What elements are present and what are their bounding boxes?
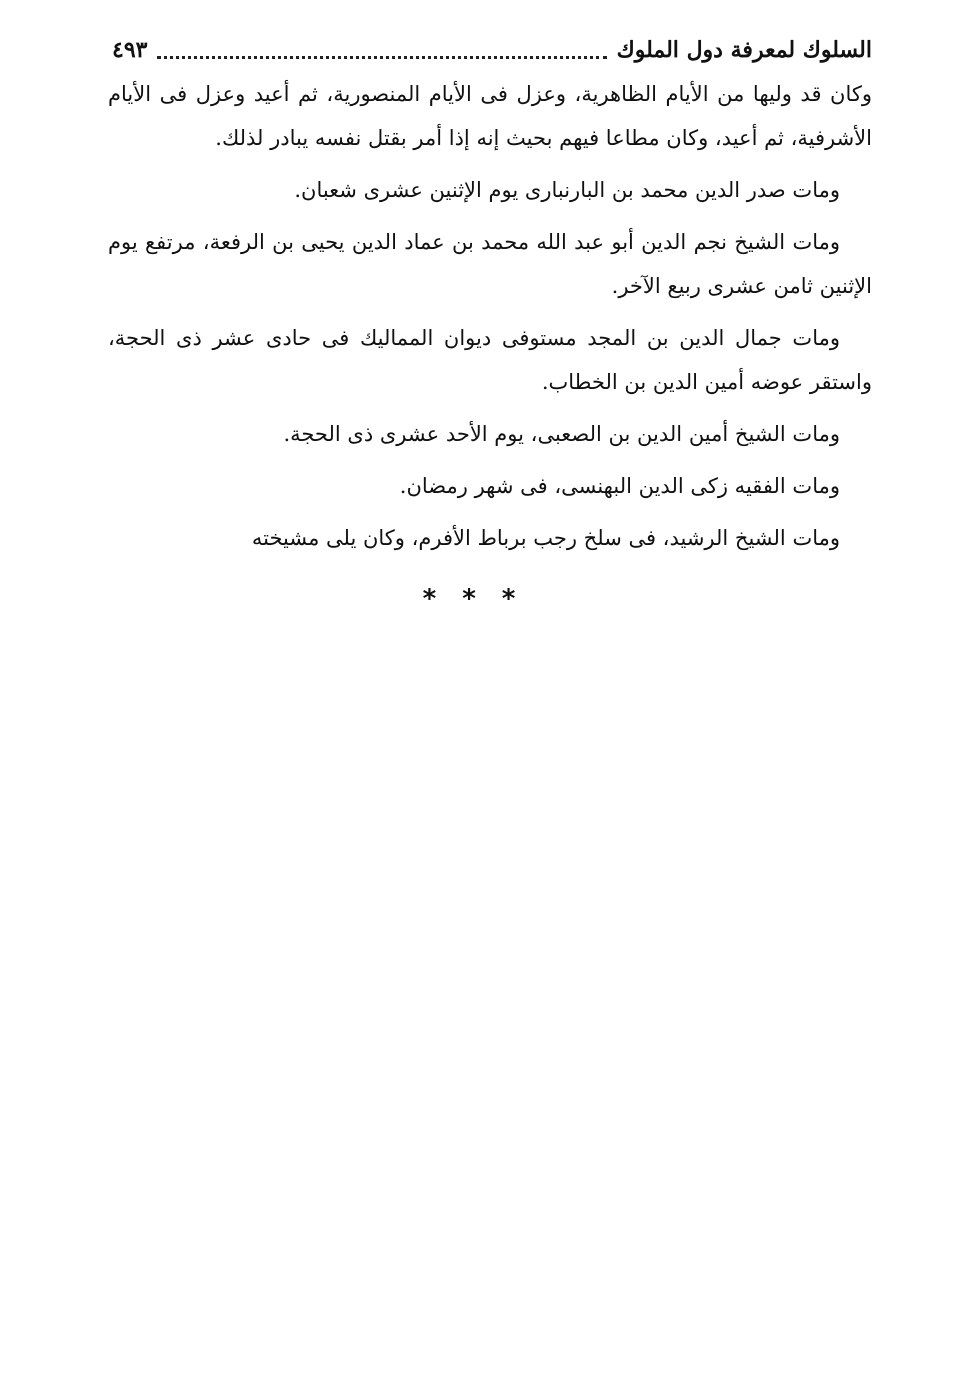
body-text (108, 72, 872, 568)
leader-dots (157, 42, 606, 59)
running-header (112, 32, 872, 68)
paragraph: ومات الشيخ أمين الدين بن الصعبى، يوم الأحد عشرى ذى الحجة. (283, 422, 840, 446)
paragraph: ومات الشيخ الرشيد، فى سلخ رجب برباط الأفرم، وكان يلى مشيخته (251, 526, 840, 550)
paragraph: ومات صدر الدين محمد بن البارنبارى يوم الإثنين عشرى شعبان. (294, 178, 840, 202)
section-break-asterisks: *** (422, 584, 542, 614)
paragraph: ومات الفقيه زكى الدين البهنسى، فى شهر رمضان. (399, 474, 840, 498)
paragraph: وكان قد وليها من الأيام الظاهرية، وعزل فى الأيام المنصورية، ثم أعيد وعزل فى الأيام الأشرفية، ثم أعيد، وكان مطاعا فيهم بحيث إنه إذا أمر بقتل نفسه يبادر لذلك. (108, 82, 872, 150)
book-title: السلوك لمعرفة دول الملوك (616, 37, 872, 63)
paragraph: ومات الشيخ نجم الدين أبو عبد الله محمد بن عماد الدين يحيى بن الرفعة، مرتفع يوم الإثنين ثامن عشرى ربيع الآخر. (108, 230, 872, 298)
paragraph: ومات جمال الدين بن المجد مستوفى ديوان المماليك فى حادى عشر ذى الحجة، واستقر عوضه أمين الدين بن الخطاب. (108, 326, 872, 394)
page-number: ٤٩٣ (112, 37, 148, 63)
